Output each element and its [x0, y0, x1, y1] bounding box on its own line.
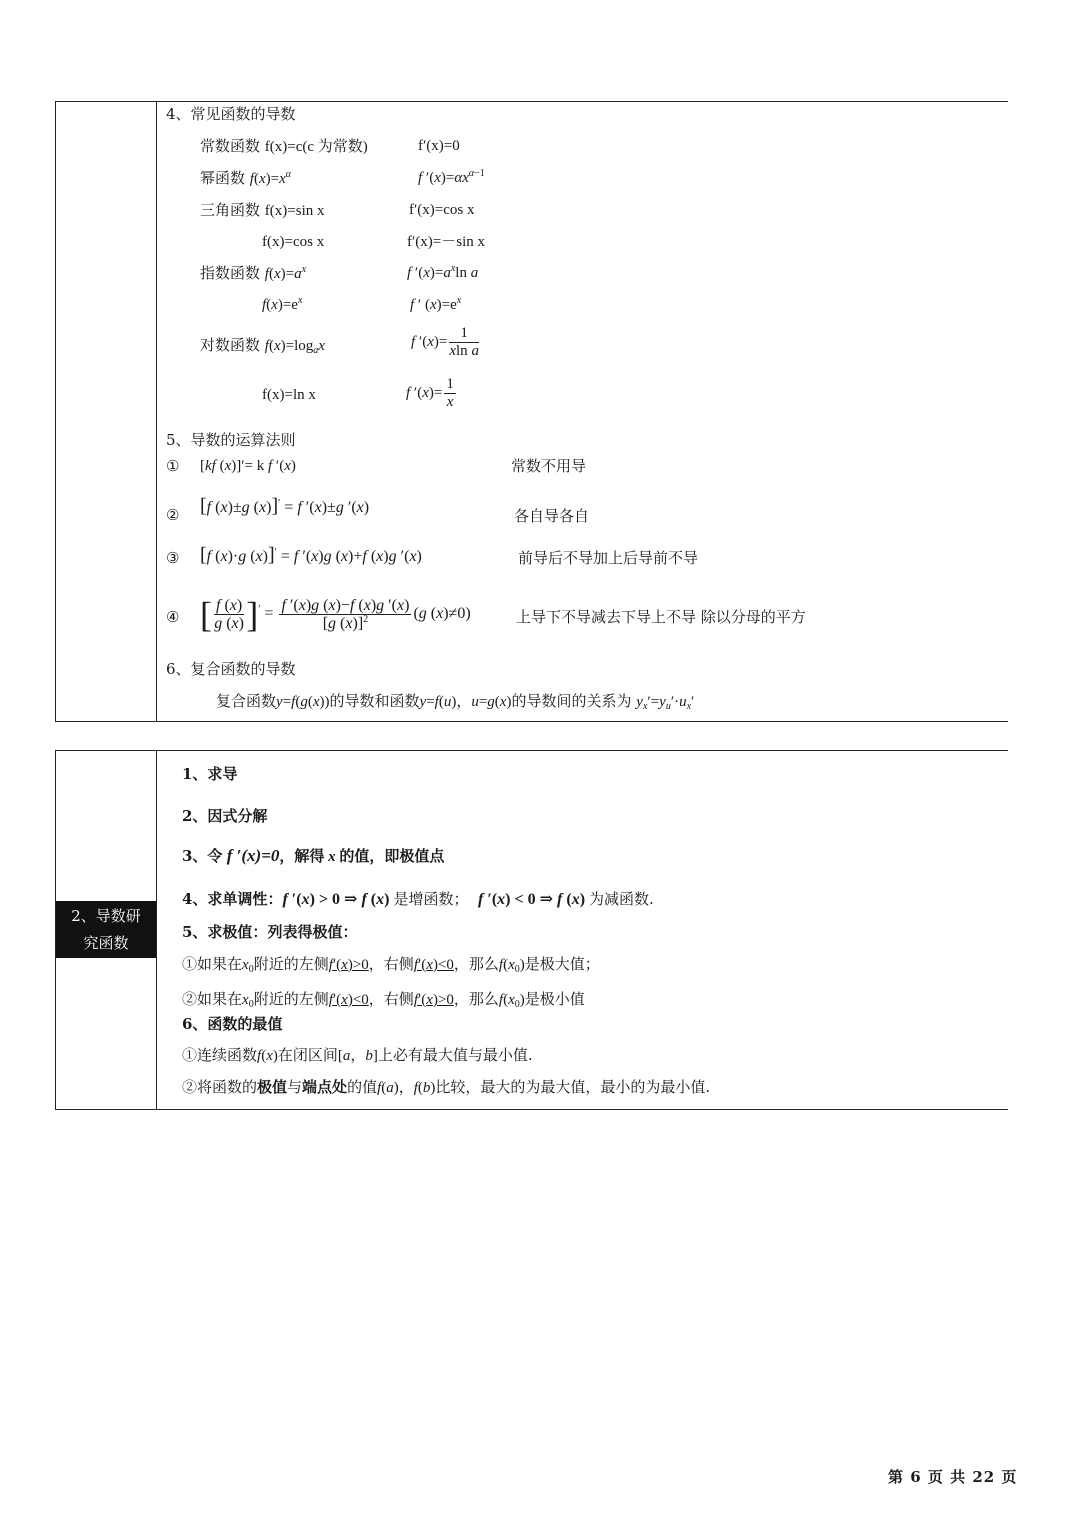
step3-text-2: ，解得 — [279, 847, 325, 865]
note-scalar-multiple: 常数不用导 — [511, 457, 587, 475]
formula-row-exponential — [200, 263, 306, 284]
section-tag-line-2: 究函数 — [83, 934, 129, 952]
heading-common-derivatives: 4、常见函数的导数 — [166, 105, 296, 123]
note-product: 前导后不导加上后导前不导 — [518, 549, 699, 567]
heading-derivative-rules: 5、导数的运算法则 — [166, 431, 296, 449]
formula-ln: f(x)=ln x — [262, 387, 316, 403]
step-monotonicity: 4、求单调性：f ′(x) > 0 ⇒ f (x) 是增函数； f ′(x) < 0 ⇒ f (x) 为减函数. — [182, 890, 654, 908]
derivative-log: f ′(x)= $\frac{1}{\text{xln a}}$ — [411, 325, 479, 360]
step4-text-2: 是增函数； — [393, 890, 469, 908]
formula-row-power — [200, 168, 291, 189]
derivative-sin: f′(x)=cos x — [409, 202, 475, 218]
section-content — [156, 102, 1008, 721]
rule-number-3: ③ — [166, 549, 180, 567]
composite-text-1: 复合函数 — [216, 692, 277, 710]
max-min-continuous-rule: ①连续函数f(x)在闭区间[a，b]上必有最大值与最小值. — [182, 1046, 533, 1064]
heading-function-extremes: 6、函数的最值 — [182, 1015, 283, 1033]
formula-cos: f(x)=cos x — [262, 234, 325, 250]
section-tag — [56, 901, 156, 958]
step-factorize: 2、因式分解 — [182, 807, 268, 825]
section-content — [156, 751, 1008, 1109]
section-tag-line-1: 2、导数研 — [71, 907, 141, 925]
derivative-cos: f′(x)=－sin x — [407, 234, 485, 250]
rule-quotient: [ $\frac{f (x)}{g (x)}$ ]′ = $\frac{f '(x)g (x)-f (x)g '(x)}{[g (x)]^2}$ (g (x)≠0) — [200, 594, 471, 635]
formula-constant: f(x)=c(c 为常数) — [264, 139, 368, 155]
derivative-power: f $'(x)=\alpha x^{\alpha-1}$ — [418, 168, 485, 186]
table-section-derivative-formulas — [55, 101, 1008, 722]
rule-number-4: ④ — [166, 608, 180, 626]
extrema-max-rule: ①如果在$x_0$附近的左侧f′(x)>0，右侧f′(x)<0，那么$f(x_0)$是极大值； — [182, 955, 600, 975]
label-constant-function: 常数函数 — [200, 137, 261, 155]
note-quotient: 上导下不导减去下导上不导 除以分母的平方 — [516, 608, 806, 626]
max-min-compare-rule: ②将函数的极值与端点处的值f(a)，f(b)比较，最大的为最大值，最小的为最小值. — [182, 1078, 711, 1096]
step3-text-3: 的值，即极值点 — [339, 847, 445, 865]
step-differentiate: 1、求导 — [182, 765, 238, 783]
composite-relation: 复合函数y=f(g(x))的导数和函数y=f(u)，u=g(x)的导数间的关系为 $y_x'=y_u'\cdot u_x'$ — [216, 692, 695, 712]
step-critical-points: 3、令 f ′(x)=0，解得 x 的值，即极值点 — [182, 846, 445, 865]
rule-scalar-multiple: [kf (x)]′= k f ′(x) — [200, 458, 296, 474]
extrema-min-rule: ②如果在$x_0$附近的左侧f′(x)<0，右侧f′(x)>0，那么$f(x_0)$是极小值 — [182, 990, 585, 1010]
step-extrema: 5、求极值：列表得极值： — [182, 923, 358, 941]
composite-text-2: 的导数和函数 — [329, 692, 420, 710]
label-trig-function: 三角函数 — [200, 201, 261, 219]
formula-row-log — [200, 335, 325, 356]
note-sum: 各自导各自 — [514, 507, 590, 525]
rule-product: [f (x)·g (x)]′ = f ′(x)g (x)+f (x)g ′(x) — [200, 544, 422, 566]
rule-number-1: ① — [166, 457, 180, 475]
rule-number-2: ② — [166, 506, 180, 524]
composite-text-3: 的导数间的关系为 — [511, 692, 632, 710]
label-power-function: 幂函数 — [200, 169, 246, 187]
formula-sin: f(x)=sin x — [264, 203, 325, 219]
derivative-exp-e: f ′ $(x)=e^x$ — [410, 295, 462, 313]
formula-log: $f(x)=\log_ax$ — [264, 338, 325, 356]
rule-sum: [f (x)±g (x)]′ = f ′(x)±g ′(x) — [200, 495, 370, 517]
step3-text-1: 3、令 — [182, 847, 223, 865]
formula-row-constant — [200, 136, 368, 157]
formula-power: $f(x)=x^\alpha$ — [249, 169, 292, 187]
step4-text-1: 4、求单调性： — [182, 890, 283, 908]
formula-exp-e: $f(x)=e^x$ — [262, 295, 303, 313]
table-section-derivative-applications — [55, 750, 1008, 1110]
derivative-ln: f ′(x)= $\frac{1}{x}$ — [406, 376, 454, 411]
formula-exponential: $f(x)=a^x$ — [264, 264, 307, 282]
label-log-function: 对数函数 — [200, 336, 261, 354]
section-label-cell — [56, 751, 157, 1109]
heading-composite-derivative: 6、复合函数的导数 — [166, 660, 296, 678]
step4-text-3: 为减函数. — [589, 890, 654, 908]
section-label-cell — [56, 102, 157, 721]
formula-row-sin — [200, 200, 325, 221]
derivative-constant: f′(x)=0 — [418, 138, 460, 154]
derivative-exponential: f $'(x)=a^x\ln$ a — [407, 263, 479, 281]
label-exponential-function: 指数函数 — [200, 264, 261, 282]
page-footer: 第 6 页 共 22 页 — [888, 1468, 1018, 1486]
